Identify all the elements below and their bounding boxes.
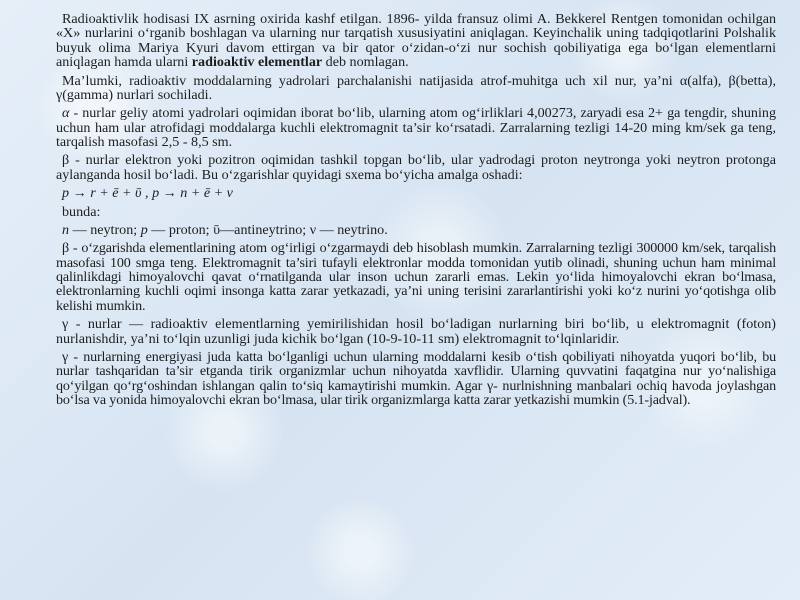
- legend-p-symbol: p: [140, 221, 148, 238]
- legend-n-symbol: n: [62, 221, 70, 238]
- paragraph-beta-effects: β - o‘zgarishda elementlarining atom og‘irligi o‘zgarmaydi deb hisoblash mumkin. Zarralarning tezligi 300000 km/sek, tarqalish masofasi 100 smga teng. Elektromagnit ta’siri tufayli elektronlar modda tomonidan yutib olinadi, shuning uchun ham minimal qalinlikdagi himoyalovchi qavat o‘rnatilganda ular inson uchun zararli emas. Lekin yo‘lida himoyalovchi ekran bo‘lmasa, elektronlarning kuchli oqimi insonga katta zarar yetkazadi, ya’ni uning terisini zararlantirishi yoki ko‘z nurini yo‘qotishga olib kelishi mumkin.: [56, 240, 776, 314]
- paragraph-alpha-text: - nurlar geliy atomi yadrolari oqimidan iborat bo‘lib, ularning atom og‘irliklari 4,00273, zaryadi esa 2+ ga tengdir, shuning uchun ham ular atrofidagi moddalarga kuchli elektromagnit ta’sir ko‘rsatadi. Zarralarning tezligi 14-20 ming km/sek ga teng, tarqalish masofasi 2,5 - 8,5 sm.: [56, 105, 776, 150]
- paragraph-gamma: γ - nurlar — radioaktiv elementlarning yemirilishidan hosil bo‘ladigan nurlarning biri bo‘lib, u elektromagnit (foton) nurlanishdir, ya’ni to‘lqin uzunligi juda kichik bo‘lgan (10-9-10-11 sm) elektromagnit to‘lqinlaridir.: [56, 316, 776, 347]
- formula-legend: [56, 223, 776, 237]
- paragraph-discovery: [56, 12, 776, 70]
- label-bunda: bunda:: [62, 203, 101, 220]
- paragraph-discovery-end: deb nomlagan.: [322, 54, 409, 71]
- paragraph-alpha: [56, 106, 776, 149]
- formula-beta-decay: p → r + ē + ῡ , p → n + ē + v: [62, 185, 233, 202]
- paragraph-rays-intro: Ma’lumki, radioaktiv moddalarning yadrolari parchalanishi natijasida atrof-muhitga uch xil nur, ya’ni α(alfa), β(betta), γ(gamma) nurlari sochiladi.: [56, 72, 776, 103]
- legend-n-text: — neytron;: [69, 221, 141, 238]
- term-radioactive-elements: radioaktiv elementlar: [191, 54, 323, 71]
- legend-p-text: — proton; ῡ—antineytrino; ν — neytrino.: [147, 221, 388, 238]
- alpha-symbol: α: [62, 105, 70, 122]
- paragraph-discovery-text: Radioaktivlik hodisasi IX asrning oxirida kashf etilgan. 1896- yilda fransuz olimi A. Bekkerel Rentgen tomonidan ochilgan «X» nurlarini o‘rganib boshlagan va ularning nur tarqatish xususiyatini aniqlagan. Keyinchalik uning tadqiqotlarini Polshalik buyuk olima Mariya Kyuri davom ettirgan va bir qator o‘zidan-o‘zi nur sochish qobiliyatiga ega bo‘lgan elementlarni aniqlagan hamda ularni: [56, 11, 776, 71]
- document-body: [56, 12, 776, 411]
- paragraph-beta: β - nurlar elektron yoki pozitron oqimidan tashkil topgan bo‘lib, ular yadrodagi proton neytronga yoki neytron protonga aylanganda hosil bo‘ladi. Bu o‘zgarishlar quyidagi sxema bo‘yicha amalga oshadi:: [56, 152, 776, 183]
- paragraph-gamma-energy: γ - nurlarning energiyasi juda katta bo‘lganligi uchun ularning moddalarni kesib o‘tish qobiliyati nihoyatda yuqori bo‘lib, bu nurlar tashqaridan ta’sir etganda tirik organizmlar uchun nihoyatda xavflidir. Ularning quvvatini faqatgina nur yo‘nalishiga qo‘yilgan qo‘rg‘oshindan ishlangan qalin to‘siq kamaytirishi mumkin. Agar γ- nurlnishning manbalari ochiq havoda joylashgan bo‘lsa va yonida himoyalovchi ekran bo‘lmasa, ular tirik organizmlarga katta zarar yetkazishi mumkin (5.1-jadval).: [56, 348, 776, 408]
